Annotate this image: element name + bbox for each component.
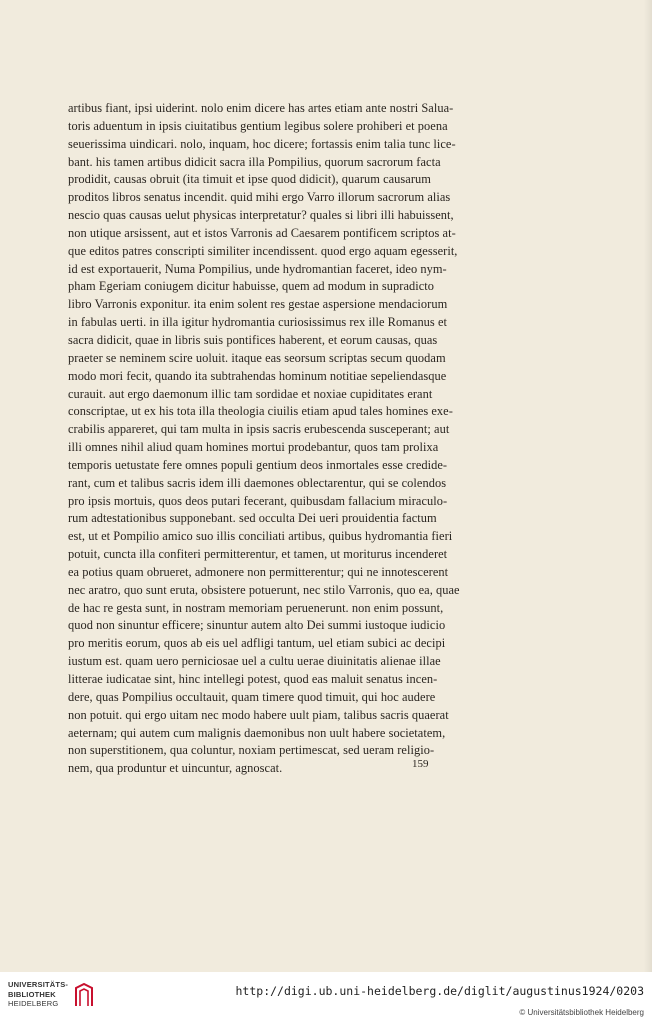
text-line: toris aduentum in ipsis ciuitatibus gentium legibus solere prohiberi et poena bbox=[68, 118, 448, 133]
logo-line-2: BIBLIOTHEK bbox=[8, 989, 56, 999]
text-line: de hac re gesta sunt, in nostram memoriam peruenerunt. non enim possunt, bbox=[68, 600, 444, 615]
copyright-notice: © Universitätsbibliothek Heidelberg bbox=[519, 1008, 644, 1017]
text-line: rum adtestationibus supponebant. sed occulta Dei ueri prouidentia factum bbox=[68, 511, 437, 526]
text-line: est, ut et Pompilio amico suo illis conciliati artibus, quibus hydromantia fieri bbox=[68, 529, 453, 544]
library-emblem-icon bbox=[74, 982, 94, 1008]
text-line: conscriptae, ut ex his tota illa theologia ciuilis etiam apud tales homines exe- bbox=[68, 404, 453, 419]
text-line: nec aratro, quo sunt eruta, obsistere potuerunt, nec stilo Varronis, quo ea, quae bbox=[68, 582, 460, 597]
text-line: crabilis appareret, qui tam multa in ipsis sacris erubescenda susceperant; aut bbox=[68, 422, 450, 437]
logo-wordmark bbox=[8, 980, 68, 1009]
text-line: modo mori fecit, quando ita subtrahendas hominum notitiae sepeliendasque bbox=[68, 368, 447, 383]
text-line: non superstitionem, qua coluntur, noxiam pertimescat, sed ueram religio- bbox=[68, 743, 435, 758]
text-line: rant, cum et talibus sacris idem illi daemones oblectarentur, qui se colendos bbox=[68, 475, 447, 490]
body-text bbox=[68, 100, 572, 778]
text-line: litterae iudicatae sint, hinc intellegi potest, quod eas maluit senatus incen- bbox=[68, 672, 438, 686]
text-line: que editos patres conscripti similiter incendissent. quod ergo aquam egesserit, bbox=[68, 243, 458, 258]
text-line: illi omnes nihil aliud quam homines mortui prodebantur, quos tam prolixa bbox=[68, 440, 439, 455]
text-line: libro Varronis exponitur. ita enim solent res gestae aspersione mendaciorum bbox=[68, 297, 448, 312]
text-line: pham Egeriam coniugem dicitur habuisse, quem ad modum in supradicto bbox=[68, 279, 435, 294]
text-line: proditos libros senatus incendit. quid mihi ergo Varro illorum sacrorum alias bbox=[68, 190, 451, 205]
text-line: ea potius quam obrueret, admonere non permitterentur; qui ne innotescerent bbox=[68, 564, 449, 579]
text-line: artibus fiant, ipsi uiderint. nolo enim dicere has artes etiam ante nostri Salua- bbox=[68, 101, 454, 115]
text-line: non utique arsissent, aut et istos Varronis ad Caesarem pontificem scriptos at- bbox=[68, 225, 456, 240]
text-line: pro meritis eorum, quos ab eis uel adfligi tantum, uel etiam subici ac decipi bbox=[68, 636, 446, 651]
page-edge-shadow bbox=[644, 0, 652, 972]
text-line: sacra didicit, quae in libris suis pontifices haberent, et eorum causas, quas bbox=[68, 332, 438, 347]
text-line: dere, quas Pompilius occultauit, quam timere quod timuit, qui hoc audere bbox=[68, 689, 436, 704]
text-line: quod non sinuntur efficere; sinuntur autem alto Dei summi iustoque iudicio bbox=[68, 618, 446, 633]
logo-line-1: UNIVERSITÄTS- bbox=[8, 980, 69, 989]
text-line: potuit, cuncta illa confiteri permitterentur, et tamen, ut moriturus incenderet bbox=[68, 547, 448, 562]
permalink-url[interactable]: http://digi.ub.uni-heidelberg.de/diglit/augustinus1924/0203 bbox=[235, 984, 644, 998]
text-line: bant. his tamen artibus didicit sacra illa Pompilius, quorum sacrorum facta bbox=[68, 154, 441, 169]
logo-line-3: HEIDELBERG bbox=[8, 999, 59, 1008]
page-number: 159 bbox=[412, 758, 429, 770]
text-line: nem, qua produntur et uincuntur, agnoscat. bbox=[68, 761, 283, 776]
text-line: seuerissima uindicari. nolo, inquam, hoc dicere; fortassis enim talia tunc lice- bbox=[68, 136, 456, 151]
text-line: temporis uetustate fere omnes populi gentium deos inmortales esse credide- bbox=[68, 457, 448, 472]
text-line: iustum est. quam uero perniciosae uel a cultu uerae diuinitatis alienae illae bbox=[68, 654, 441, 669]
text-line: non potuit. qui ergo uitam nec modo habere uult piam, talibus sacris quaerat bbox=[68, 707, 449, 722]
text-line: praeter se neminem scire uoluit. itaque eas seorsum scriptas secum quodam bbox=[68, 350, 446, 365]
text-line: in fabulas uerti. in illa igitur hydromantia curiosissimus rex ille Romanus et bbox=[68, 315, 447, 330]
text-line: prodidit, causas obruit (ita timuit et ipse quod didicit), quarum causarum bbox=[68, 172, 431, 187]
text-line: aeternam; qui autem cum malignis daemonibus non uult habere societatem, bbox=[68, 725, 446, 740]
text-line: nescio quas causas uelut physicas interpretatur? quales si libri illi habuissent, bbox=[68, 208, 454, 223]
text-line: curauit. aut ergo daemonum illic tam sordidae et noxiae cupiditates erant bbox=[68, 386, 433, 401]
text-line: id est exportauerit, Numa Pompilius, unde hydromantian faceret, ideo nym- bbox=[68, 261, 447, 276]
library-logo[interactable] bbox=[8, 980, 94, 1009]
text-line: pro ipsis mortuis, quos deos putari fecerant, quibusdam fallacium miraculo- bbox=[68, 493, 448, 508]
